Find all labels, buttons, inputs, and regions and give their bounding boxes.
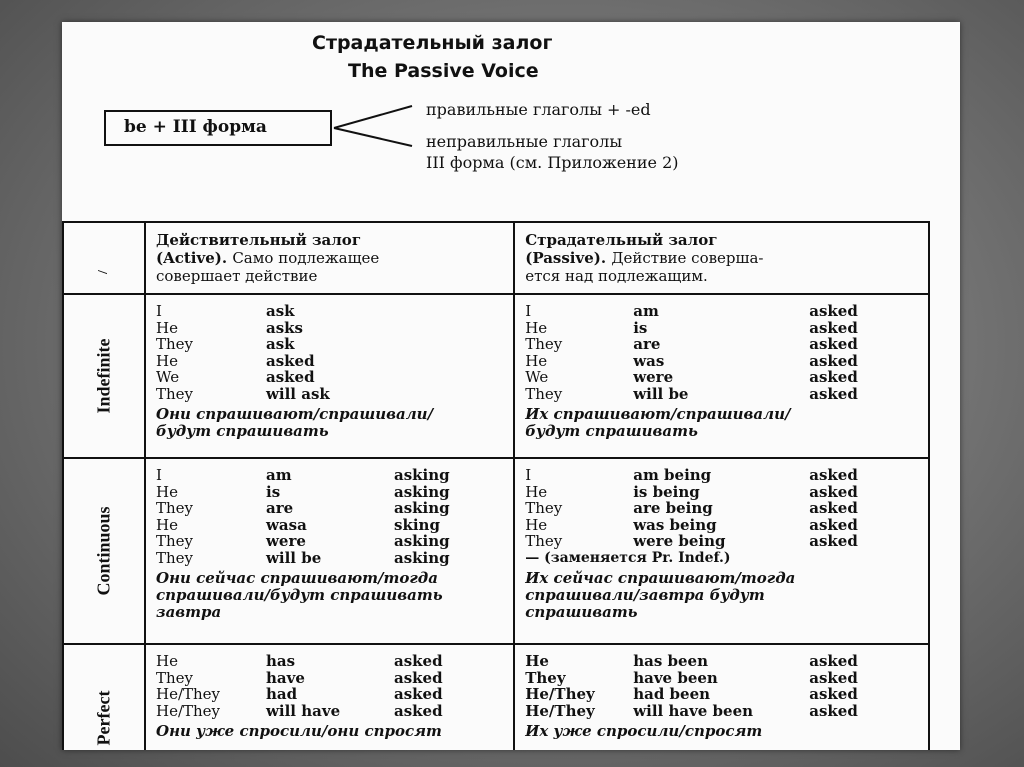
verb: asking — [394, 532, 450, 550]
formula-box: be + III форма — [104, 110, 332, 146]
auxiliary: were being — [633, 532, 726, 550]
rule-irregular-line2: III форма (см. Приложение 2) — [426, 153, 679, 172]
auxiliary: am — [266, 466, 292, 484]
verb: asked — [809, 302, 858, 320]
conjugation-line — [156, 703, 503, 720]
auxiliary: is — [266, 482, 281, 501]
translation-line: Они сейчас спрашивают/тогда — [156, 569, 438, 587]
active-header-sub: (Active). — [156, 249, 228, 267]
translation-line: Они уже спросили/они спросят — [156, 722, 442, 740]
conjugation-line — [525, 336, 918, 353]
subject: He — [156, 318, 178, 337]
textbook-page — [62, 22, 960, 750]
verb: asked — [809, 368, 858, 386]
perfect-active-translation — [156, 723, 503, 740]
branch-lines — [332, 100, 422, 150]
passive-header-title: Страдательный залог — [525, 231, 718, 249]
conjugation-line — [156, 336, 503, 353]
active-header — [145, 222, 514, 294]
corner-mark: / — [96, 270, 111, 274]
subject: He — [525, 318, 548, 337]
translation-line: Их спрашивают/спрашивали/ — [525, 405, 791, 423]
verb: asked — [809, 532, 858, 550]
auxiliary: were — [266, 532, 306, 550]
verb: asked — [394, 668, 443, 687]
active-header-desc2: совершает действие — [156, 267, 318, 285]
conjugation-line — [525, 353, 918, 370]
conjugation-line — [525, 320, 918, 337]
conjugation-line — [156, 353, 503, 370]
auxiliary: are — [266, 499, 294, 517]
conjugation-line — [525, 467, 918, 484]
verb: sking — [394, 515, 440, 534]
perfect-passive-lines — [525, 653, 918, 719]
subject: They — [156, 384, 194, 403]
page-title-en: The Passive Voice — [348, 60, 539, 82]
conjugation-line — [525, 670, 918, 687]
auxiliary: wasa — [266, 515, 307, 534]
subject: They — [525, 499, 563, 517]
conjugation-line — [525, 703, 918, 720]
translation-line: спрашивали/будут спрашивать — [156, 586, 443, 604]
subject: He/They — [525, 701, 595, 720]
subject: They — [525, 532, 563, 550]
conjugation-line — [156, 550, 503, 567]
conjugation-line — [525, 303, 918, 320]
subject: We — [156, 368, 180, 386]
conjugation-line — [156, 686, 503, 703]
verb: asked — [809, 318, 858, 337]
perfect-label: Perfect — [93, 690, 114, 746]
auxiliary: ask — [266, 302, 295, 320]
rule-irregular — [426, 131, 678, 173]
conjugation-line — [156, 670, 503, 687]
verb: asking — [394, 482, 450, 501]
subject: He/They — [156, 701, 221, 720]
conjugation-line — [156, 303, 503, 320]
auxiliary: was being — [633, 515, 717, 534]
subject: I — [525, 302, 532, 320]
translation-line: Их сейчас спрашивают/тогда — [525, 569, 796, 587]
subject: He — [525, 482, 548, 501]
auxiliary: asked — [266, 351, 315, 370]
indefinite-active-lines — [156, 303, 503, 402]
verb: asked — [809, 685, 858, 703]
indefinite-passive-cell — [514, 294, 929, 458]
passive-header — [514, 222, 929, 294]
auxiliary: has been — [633, 652, 708, 670]
subject: They — [525, 668, 566, 687]
subject: They — [156, 548, 194, 567]
auxiliary: is being — [633, 482, 700, 501]
continuous-active-translation — [156, 570, 503, 621]
subject: I — [525, 466, 532, 484]
continuous-label: Continuous — [93, 506, 114, 596]
conjugation-line — [525, 533, 918, 550]
subject: He — [156, 351, 178, 370]
rule-irregular-line1: неправильные глаголы — [426, 132, 623, 151]
subject: We — [525, 368, 549, 386]
auxiliary: are being — [633, 499, 713, 517]
continuous-active-lines — [156, 467, 503, 566]
subject: He — [525, 351, 548, 370]
subject: He/They — [525, 685, 595, 703]
continuous-passive-translation — [525, 570, 918, 621]
indefinite-active-translation — [156, 406, 503, 440]
verb: asked — [809, 335, 858, 353]
passive-header-desc2: ется над подлежащим. — [525, 267, 708, 285]
verb: asked — [809, 482, 858, 501]
active-header-line2 — [156, 249, 503, 267]
continuous-passive-note: — (заменяется Pr. Indef.) — [525, 549, 731, 566]
translation-line: Их уже спросили/спросят — [525, 722, 763, 740]
verb: asked — [394, 701, 443, 720]
verb: asked — [809, 668, 858, 687]
auxiliary: have — [266, 668, 305, 687]
rule-regular: правильные глаголы + -ed — [426, 100, 651, 119]
conjugation-line — [525, 386, 918, 403]
translation-line: Они спрашивают/спрашивали/ — [156, 405, 434, 423]
tense-table — [62, 221, 930, 750]
auxiliary: have been — [633, 668, 718, 687]
subject: They — [525, 335, 563, 353]
subject: I — [156, 302, 162, 320]
auxiliary: will ask — [266, 384, 330, 403]
translation-line: завтра — [156, 603, 222, 621]
subject: They — [525, 384, 563, 403]
subject: He — [525, 652, 549, 670]
perfect-row — [63, 644, 929, 750]
continuous-passive-cell — [514, 458, 929, 644]
conjugation-line — [525, 369, 918, 386]
conjugation-line — [525, 517, 918, 534]
verb: asking — [394, 499, 450, 517]
indefinite-active-cell — [145, 294, 514, 458]
indefinite-label-cell — [63, 294, 145, 458]
header-row — [63, 222, 929, 294]
subject: They — [156, 499, 194, 517]
auxiliary: ask — [266, 335, 295, 353]
verb: asked — [809, 701, 858, 720]
auxiliary: are — [633, 335, 661, 353]
subject: They — [156, 335, 194, 353]
active-header-desc1: Само подлежащее — [232, 249, 380, 267]
translation-line: будут спрашивать — [156, 422, 329, 440]
auxiliary: were — [633, 368, 674, 386]
perfect-passive-translation — [525, 723, 918, 740]
auxiliary: will have — [266, 701, 341, 720]
active-header-title: Действительный залог — [156, 231, 362, 249]
passive-header-sub: (Passive). — [525, 249, 607, 267]
translation-line: будут спрашивать — [525, 422, 698, 440]
perfect-active-cell — [145, 644, 514, 750]
auxiliary: had — [266, 685, 298, 703]
continuous-label-cell — [63, 458, 145, 644]
indefinite-passive-translation — [525, 406, 918, 440]
verb: asking — [394, 466, 450, 484]
conjugation-line — [525, 686, 918, 703]
conjugation-line — [156, 500, 503, 517]
continuous-row — [63, 458, 929, 644]
conjugation-line — [156, 533, 503, 550]
indefinite-passive-lines — [525, 303, 918, 402]
verb: asked — [809, 466, 858, 484]
indefinite-label: Indefinite — [93, 338, 114, 414]
perfect-active-lines — [156, 653, 503, 719]
continuous-active-cell — [145, 458, 514, 644]
auxiliary: will have been — [633, 701, 754, 720]
auxiliary: am being — [633, 466, 712, 484]
verb: asking — [394, 548, 450, 567]
verb: asked — [809, 652, 858, 670]
auxiliary: am — [633, 302, 659, 320]
translation-line: спрашивать — [525, 603, 638, 621]
verb: asked — [809, 499, 858, 517]
conjugation-line — [156, 320, 503, 337]
conjugation-line — [156, 484, 503, 501]
conjugation-line — [525, 500, 918, 517]
subject: He — [156, 515, 178, 534]
verb: asked — [809, 351, 858, 370]
conjugation-line — [156, 517, 503, 534]
translation-line: спрашивали/завтра будут — [525, 586, 765, 604]
conjugation-line — [156, 467, 503, 484]
corner-cell — [63, 222, 145, 294]
conjugation-line — [525, 653, 918, 670]
perfect-passive-cell — [514, 644, 929, 750]
auxiliary: has — [266, 652, 296, 670]
passive-header-line2 — [525, 249, 918, 267]
conjugation-line — [156, 386, 503, 403]
conjugation-line — [156, 369, 503, 386]
conjugation-line — [156, 653, 503, 670]
passive-header-desc1: Действие соверша- — [611, 249, 764, 267]
subject: He — [525, 515, 548, 534]
verb: asked — [394, 652, 443, 670]
continuous-passive-lines — [525, 467, 918, 550]
subject: He — [156, 652, 178, 670]
subject: They — [156, 668, 194, 687]
conjugation-line — [525, 484, 918, 501]
page-title-ru: Страдательный залог — [312, 32, 553, 54]
subject: He/They — [156, 685, 221, 703]
subject: They — [156, 532, 194, 550]
verb: asked — [809, 515, 858, 534]
verb: asked — [809, 384, 858, 403]
perfect-label-cell — [63, 644, 145, 750]
subject: He — [156, 482, 178, 501]
verb: asked — [394, 685, 443, 703]
indefinite-row — [63, 294, 929, 458]
auxiliary: is — [633, 318, 648, 337]
auxiliary: was — [633, 351, 665, 370]
auxiliary: had been — [633, 685, 711, 703]
auxiliary: will be — [633, 384, 689, 403]
subject: I — [156, 466, 162, 484]
auxiliary: will be — [266, 548, 322, 567]
auxiliary: asked — [266, 368, 315, 386]
auxiliary: asks — [266, 318, 304, 337]
